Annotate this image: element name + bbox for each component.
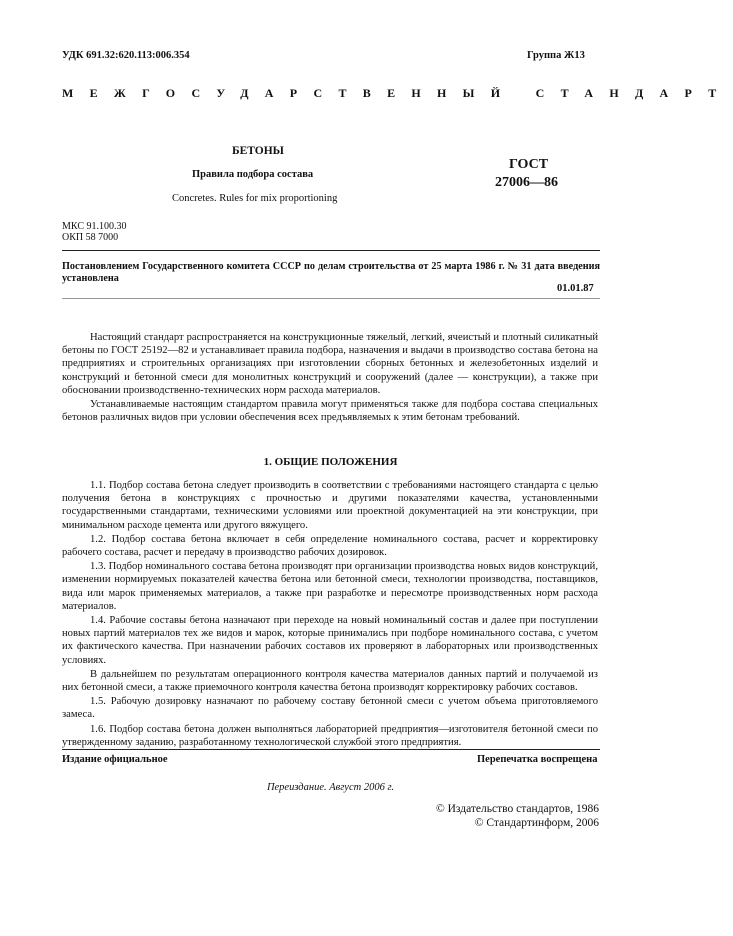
decree-divider	[62, 298, 600, 299]
clause-paragraph: 1.1. Подбор состава бетона следует производить в соответствии с требованиями настоящего стандарта с целью получения бетона в конструкциях с прочностью и другими показателями качества, установленными государственными стандартами, техническими условиями или проектной документацией на эти конструкции, при минимальном расходе цемента или другого вяжущего.	[62, 480, 598, 531]
clause-paragraph: 1.5. Рабочую дозировку назначают по рабочему составу бетонной смеси с учетом объема приготовляемого замеса.	[62, 696, 598, 721]
gost-label: ГОСТ	[509, 157, 549, 172]
clause-paragraph: 1.3. Подбор номинального состава бетона производят при организации производства новых видов конструкций, изменении нормируемых показателей качества бетона или бетонной смеси, технологии производства, поставщиков, вида или марок применяемых материалов, а также при разработке и пересмотре производственных норм расхода материалов.	[62, 561, 598, 612]
okp-code: ОКП 58 7000	[62, 232, 119, 243]
gost-number: 27006—86	[495, 175, 558, 190]
intro-paragraph: Устанавливаемые настоящим стандартом правила могут применяться также для подбора состава специальных бетонов различных видов при условии обеспечения всех предъявляемых к этим бетонам требований.	[62, 399, 598, 424]
standard-banner: МЕЖГОСУДАРСТВЕННЫЙ СТАНДАРТ	[62, 86, 733, 100]
document-subtitle: Правила подбора состава	[192, 169, 314, 180]
intro-text	[62, 331, 598, 424]
reissue-note: Переиздание. Август 2006 г.	[266, 782, 395, 793]
section-body	[62, 479, 598, 749]
intro-paragraph: Настоящий стандарт распространяется на конструкционные тяжелый, легкий, ячеистый и плотный силикатный бетоны по ГОСТ 25192—82 и устанавливает правила подбора, назначения и выдачи в производство состава бетона на предприятиях и строительных организациях при изготовлении сборных бетонных и железобетонных изделий и конструкций и бетонной смеси для монолитных конструкций и сооружений (далее — конструкции), а также при обосновании производственно-технических норм расхода материалов.	[62, 332, 598, 396]
group-code: Группа Ж13	[527, 50, 585, 61]
clause-paragraph: 1.6. Подбор состава бетона должен выполняться лабораторией предприятия—изготовителя бетонной смеси по утвержденному заданию, разработанному технологической службой этого предприятия.	[62, 723, 598, 748]
section-heading: 1. ОБЩИЕ ПОЛОЖЕНИЯ	[263, 456, 398, 468]
decree-text: Постановлением Государственного комитета СССР по делам строительства от 25 марта 1986 г. № 31 дата введения установлена	[62, 261, 600, 284]
copyright-2006: © Стандартинформ, 2006	[474, 817, 599, 829]
mks-code: МКС 91.100.30	[62, 221, 127, 232]
clause-paragraph: 1.4. Рабочие составы бетона назначают при переходе на новый номинальный состав и далее при поступлении новых партий материалов тех же видов и марок, которые принимались при подборе номинального состава, с учетом их фактического качества. При назначении рабочих составов их проверяют в лабораторных или производственных условиях.	[62, 615, 598, 666]
udk-code: УДК 691.32:620.113:006.354	[62, 50, 190, 61]
copyright-1986: © Издательство стандартов, 1986	[435, 803, 599, 815]
decree-date: 01.01.87	[557, 283, 594, 294]
title-divider	[62, 250, 600, 251]
official-edition: Издание официальное	[62, 754, 168, 765]
footer-divider	[62, 749, 600, 750]
english-title: Concretes. Rules for mix proportioning	[172, 193, 338, 204]
document-title: БЕТОНЫ	[232, 145, 284, 157]
reprint-notice: Перепечатка воспрещена	[477, 754, 598, 765]
clause-paragraph: 1.2. Подбор состава бетона включает в себя определение номинального состава, расчет и корректировку рабочего состава, расчет и передачу в производство рабочих дозировок.	[62, 533, 598, 559]
clause-paragraph: В дальнейшем по результатам операционного контроля качества материалов данных партий и получаемой из них бетонной смеси, а также приемочного контроля качества бетона производят корректировку рабочих составов.	[62, 668, 598, 694]
